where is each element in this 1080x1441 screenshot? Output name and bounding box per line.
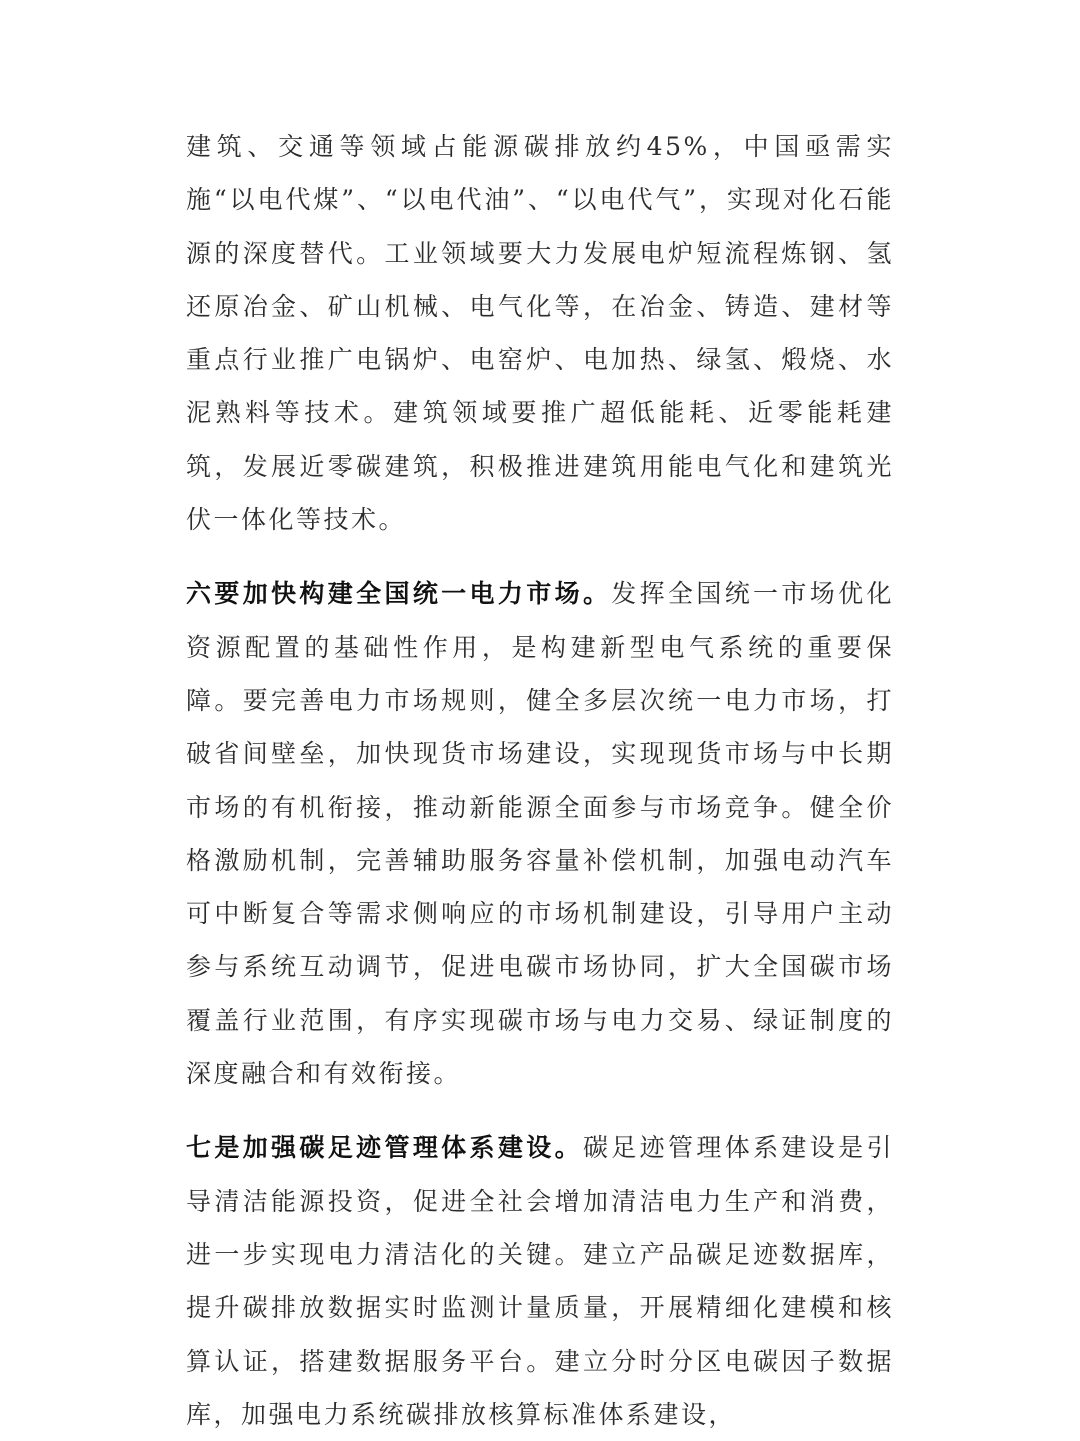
paragraph-lead: 六要加快构建全国统一电力市场。 <box>186 579 612 609</box>
paragraph-body: 发挥全国统一市场优化资源配置的基础性作用，是构建新型电气系统的重要保障。要完善电力市场规则，健全多层次统一电力市场，打破省间壁垒，加快现货市场建设，实现现货市场与中长期市场的有机衔接，推动新能源全面参与市场竞争。健全价格激励机制，完善辅助服务容量补偿机制，加强电动汽车可中断复合等需求侧响应的市场机制建设，引导用户主动参与系统互动调节，促进电碳市场协同，扩大全国碳市场覆盖行业范围，有序实现碳市场与电力交易、绿证制度的深度融合和有效衔接。 <box>186 579 894 1089</box>
paragraph-power-market <box>186 567 894 1100</box>
paragraph-body: 碳足迹管理体系建设是引导清洁能源投资，促进全社会增加清洁电力生产和消费，进一步实现电力清洁化的关键。建立产品碳足迹数据库，提升碳排放数据实时监测计量质量，开展精细化建模和核算认证，搭建数据服务平台。建立分时分区电碳因子数据库，加强电力系统碳排放核算标准体系建设， <box>186 1133 894 1429</box>
paragraph-lead: 七是加强碳足迹管理体系建设。 <box>186 1133 583 1163</box>
paragraph-body: 建筑、交通等领域占能源碳排放约45%，中国亟需实施“以电代煤”、“以电代油”、“以电代气”，实现对化石能源的深度替代。工业领域要大力发展电炉短流程炼钢、氢还原冶金、矿山机械、电气化等，在冶金、铸造、建材等重点行业推广电锅炉、电窑炉、电加热、绿氢、煅烧、水泥熟料等技术。建筑领域要推广超低能耗、近零能耗建筑，发展近零碳建筑，积极推进建筑用能电气化和建筑光伏一体化等技术。 <box>186 132 894 535</box>
document-page <box>186 120 894 1441</box>
paragraph-carbon-footprint <box>186 1121 894 1441</box>
paragraph-electrification <box>186 120 894 546</box>
